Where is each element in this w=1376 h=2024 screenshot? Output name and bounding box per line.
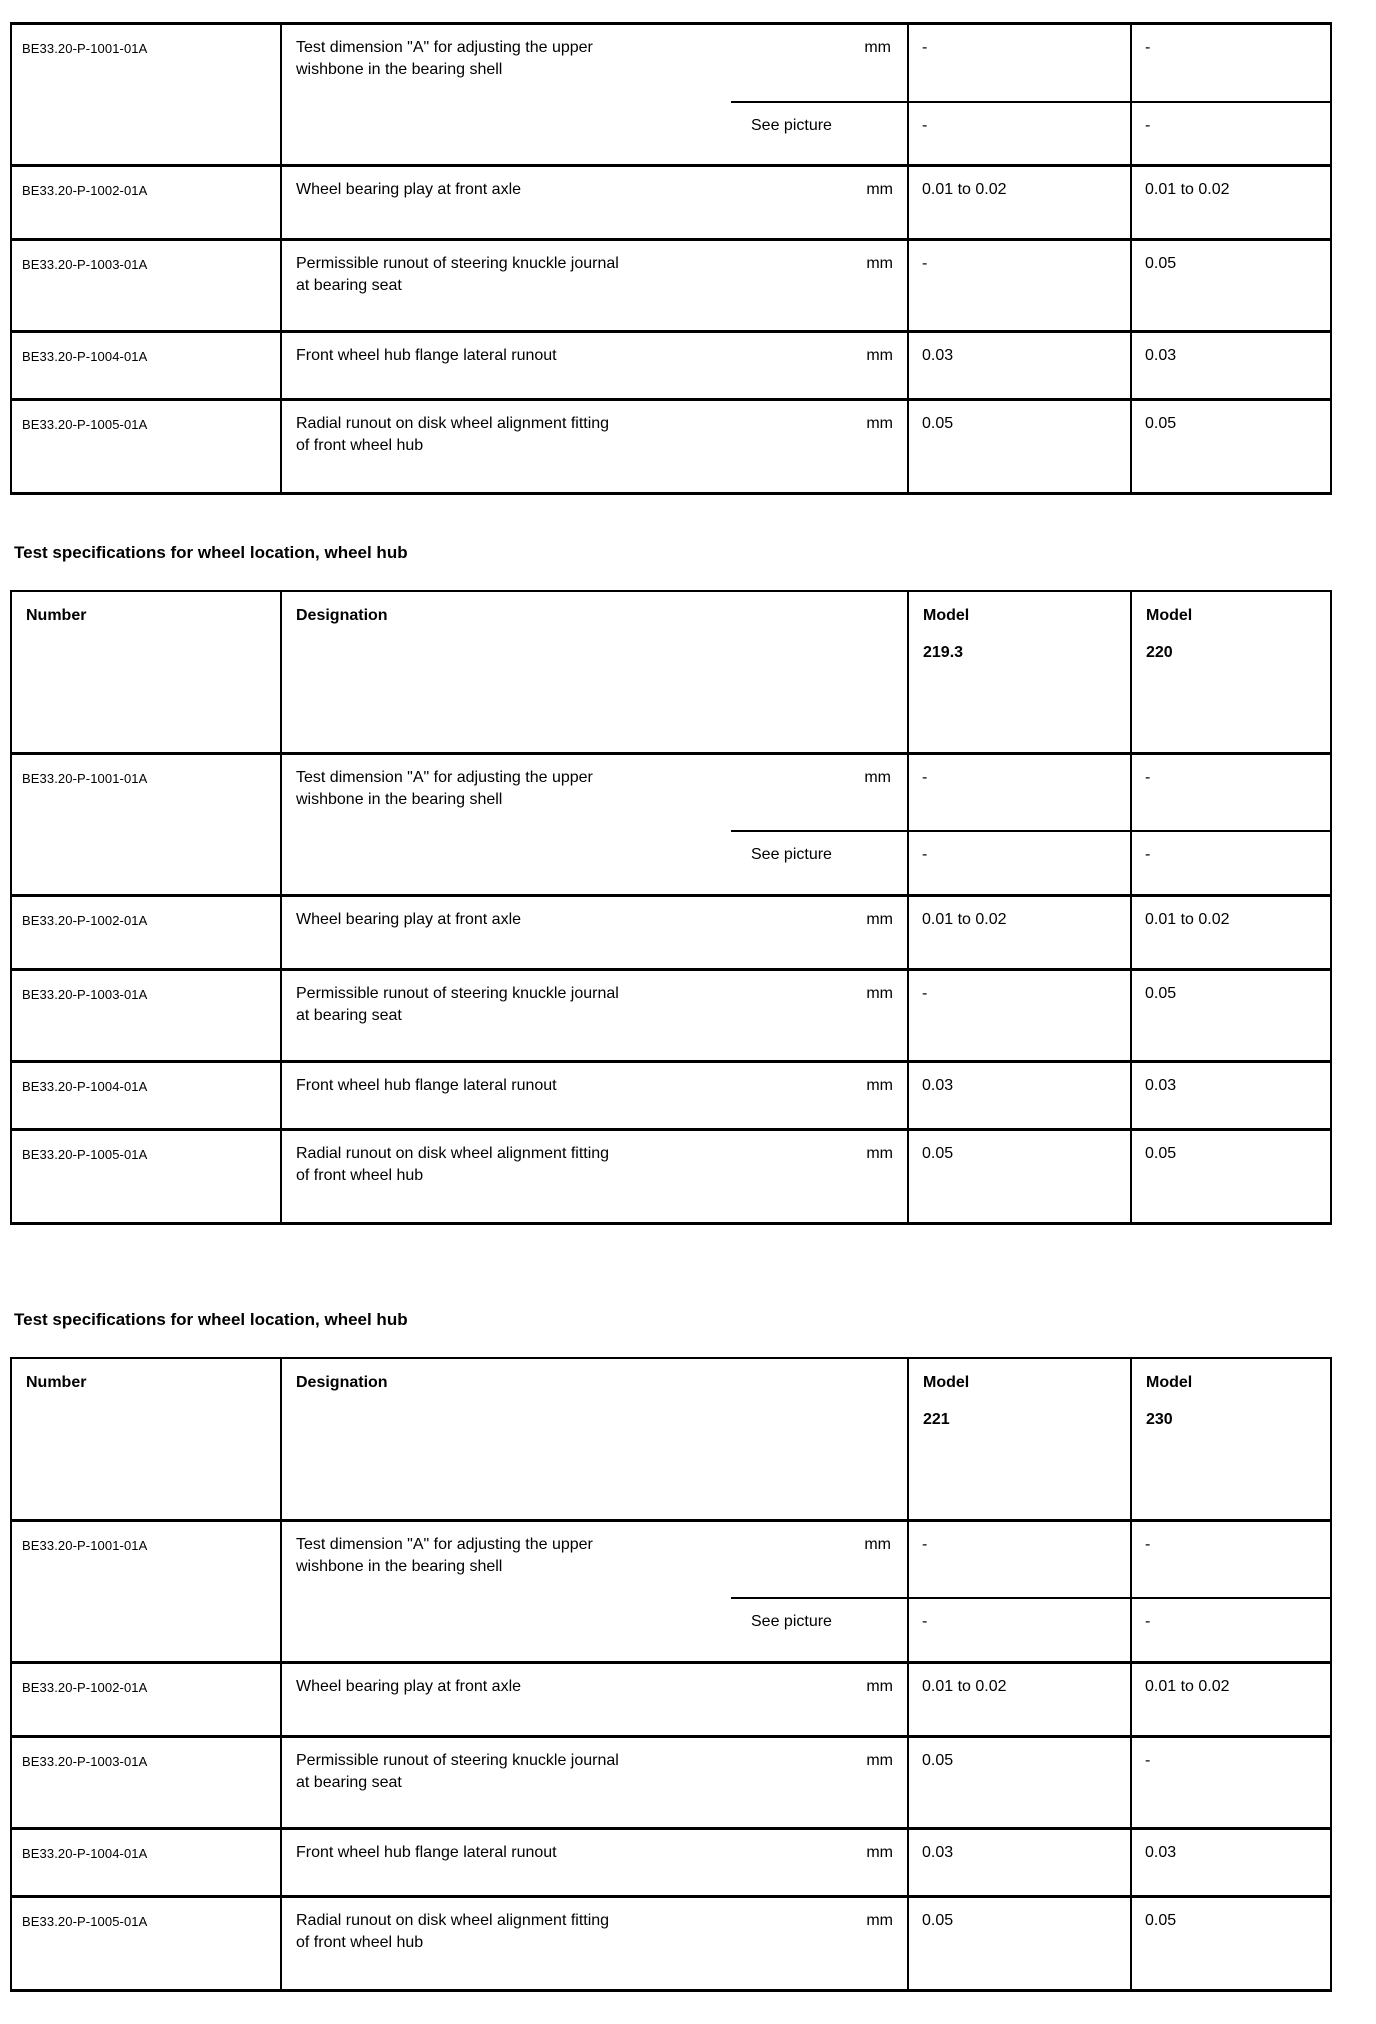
see-picture-cell: See picture xyxy=(731,1598,908,1662)
model-value-cell: 0.03 xyxy=(908,332,1131,400)
designation-text: Permissible runout of steering knuckle journal at bearing seat xyxy=(296,984,619,1025)
table-row xyxy=(11,1061,1331,1129)
unit-label: mm xyxy=(866,1076,893,1094)
model-value-cell: 0.03 xyxy=(908,1828,1131,1896)
table-row xyxy=(11,1662,1331,1736)
designation-cell xyxy=(281,969,908,1061)
unit-label: mm xyxy=(866,255,893,272)
spec-table-continuation xyxy=(10,22,1332,495)
number-cell: BE33.20-P-1004-01A xyxy=(11,1061,281,1129)
model-value-cell: - xyxy=(1131,1598,1331,1662)
designation-cell xyxy=(281,332,908,400)
section-heading: Test specifications for wheel location, wheel hub xyxy=(14,543,408,562)
unit-label: mm xyxy=(866,984,893,1002)
model-value-cell: 0.05 xyxy=(1131,1129,1331,1223)
table-row xyxy=(11,24,1331,102)
model-label: Model xyxy=(1146,1374,1193,1392)
table-row xyxy=(11,895,1331,969)
model-value-cell: 0.05 xyxy=(908,1896,1131,1990)
table-row xyxy=(11,1896,1331,1990)
number-cell: BE33.20-P-1004-01A xyxy=(11,1828,281,1896)
designation-text: Radial runout on disk wheel alignment fitting of front wheel hub xyxy=(296,1911,610,1952)
model-value-cell: 0.03 xyxy=(1131,1061,1331,1129)
model-value-cell: - xyxy=(1131,831,1331,895)
designation-cell xyxy=(281,1896,908,1990)
model-value-cell: 0.05 xyxy=(908,1129,1131,1223)
designation-cell xyxy=(281,1736,908,1828)
column-header-number: Number xyxy=(11,591,281,753)
table-row xyxy=(11,332,1331,400)
table-row xyxy=(11,1129,1331,1223)
model-value-cell: 0.05 xyxy=(908,400,1131,494)
spec-table-models-221-230 xyxy=(10,1357,1332,1992)
model-label: Model xyxy=(923,1374,970,1392)
table-row xyxy=(11,1520,1331,1598)
model-value-cell: - xyxy=(1131,102,1331,166)
header-row xyxy=(11,591,1331,753)
unit-label: mm xyxy=(866,1144,893,1162)
model-code: 220 xyxy=(1146,643,1173,661)
model-value-cell: - xyxy=(908,969,1131,1061)
model-value-cell: - xyxy=(908,240,1131,332)
model-value-cell: - xyxy=(908,1520,1131,1598)
designation-text: Test dimension "A" for adjusting the upper wishbone in the bearing shell xyxy=(296,39,593,79)
table-row xyxy=(11,400,1331,494)
designation-cell xyxy=(281,1129,908,1223)
designation-cell xyxy=(281,1828,908,1896)
number-cell: BE33.20-P-1002-01A xyxy=(11,895,281,969)
column-header-designation: Designation xyxy=(281,591,908,753)
model-code: 221 xyxy=(923,1410,950,1428)
column-header-model-2 xyxy=(1131,591,1331,753)
model-value-cell: 0.03 xyxy=(1131,332,1331,400)
model-value-cell: 0.01 to 0.02 xyxy=(1131,895,1331,969)
unit-label: mm xyxy=(866,1677,893,1695)
model-value-cell: 0.05 xyxy=(1131,240,1331,332)
model-value-cell: 0.01 to 0.02 xyxy=(908,1662,1131,1736)
designation-cell xyxy=(281,1662,908,1736)
model-value-cell: 0.01 to 0.02 xyxy=(908,166,1131,240)
designation-text: Front wheel hub flange lateral runout xyxy=(296,1843,557,1861)
model-value-cell: 0.01 to 0.02 xyxy=(1131,1662,1331,1736)
designation-cell xyxy=(281,24,731,166)
number-cell: BE33.20-P-1004-01A xyxy=(11,332,281,400)
number-cell: BE33.20-P-1001-01A xyxy=(11,753,281,895)
designation-text: Wheel bearing play at front axle xyxy=(296,1677,522,1695)
see-picture-cell: See picture xyxy=(731,831,908,895)
table-row xyxy=(11,166,1331,240)
designation-text: Front wheel hub flange lateral runout xyxy=(296,347,557,364)
model-value-cell: 0.05 xyxy=(1131,969,1331,1061)
model-code: 230 xyxy=(1146,1410,1173,1428)
column-header-model-1 xyxy=(908,591,1131,753)
number-cell: BE33.20-P-1002-01A xyxy=(11,1662,281,1736)
column-header-model-1 xyxy=(908,1358,1131,1520)
number-cell: BE33.20-P-1005-01A xyxy=(11,1896,281,1990)
number-cell: BE33.20-P-1002-01A xyxy=(11,166,281,240)
designation-cell xyxy=(281,1520,731,1662)
table-row xyxy=(11,240,1331,332)
column-header-designation: Designation xyxy=(281,1358,908,1520)
model-code: 219.3 xyxy=(923,643,964,661)
header-row xyxy=(11,1358,1331,1520)
model-value-cell: 0.03 xyxy=(1131,1828,1331,1896)
designation-cell xyxy=(281,753,731,895)
number-cell: BE33.20-P-1003-01A xyxy=(11,1736,281,1828)
table-row xyxy=(11,969,1331,1061)
unit-cell: mm xyxy=(731,24,908,102)
section-heading: Test specifications for wheel location, wheel hub xyxy=(14,1309,408,1329)
model-label: Model xyxy=(1146,607,1193,625)
model-value-cell: 0.05 xyxy=(908,1736,1131,1828)
see-picture-cell: See picture xyxy=(731,102,908,166)
model-value-cell: - xyxy=(1131,24,1331,102)
model-value-cell: - xyxy=(908,831,1131,895)
unit-cell: mm xyxy=(731,1520,908,1598)
column-header-model-2 xyxy=(1131,1358,1331,1520)
unit-cell: mm xyxy=(731,753,908,831)
table-row xyxy=(11,753,1331,831)
model-value-cell: - xyxy=(1131,1736,1331,1828)
column-header-number: Number xyxy=(11,1358,281,1520)
designation-cell xyxy=(281,166,908,240)
model-value-cell: 0.05 xyxy=(1131,400,1331,494)
designation-text: Test dimension "A" for adjusting the upper wishbone in the bearing shell xyxy=(296,768,593,809)
model-value-cell: 0.01 to 0.02 xyxy=(908,895,1131,969)
model-value-cell: - xyxy=(908,102,1131,166)
model-value-cell: - xyxy=(908,753,1131,831)
unit-label: mm xyxy=(866,910,893,928)
designation-text: Radial runout on disk wheel alignment fitting of front wheel hub xyxy=(296,415,610,455)
model-value-cell: 0.01 to 0.02 xyxy=(1131,166,1331,240)
designation-cell xyxy=(281,895,908,969)
unit-label: mm xyxy=(866,1911,893,1929)
designation-text: Radial runout on disk wheel alignment fitting of front wheel hub xyxy=(296,1144,610,1185)
designation-cell xyxy=(281,240,908,332)
model-value-cell: - xyxy=(1131,1520,1331,1598)
number-cell: BE33.20-P-1003-01A xyxy=(11,969,281,1061)
designation-cell xyxy=(281,400,908,494)
designation-text: Wheel bearing play at front axle xyxy=(296,910,522,928)
number-cell: BE33.20-P-1005-01A xyxy=(11,1129,281,1223)
number-cell: BE33.20-P-1001-01A xyxy=(11,1520,281,1662)
model-label: Model xyxy=(923,607,970,625)
unit-label: mm xyxy=(866,347,893,364)
number-cell: BE33.20-P-1005-01A xyxy=(11,400,281,494)
designation-text: Permissible runout of steering knuckle journal at bearing seat xyxy=(296,255,619,295)
designation-text: Test dimension "A" for adjusting the upper wishbone in the bearing shell xyxy=(296,1535,593,1576)
unit-label: mm xyxy=(866,181,893,198)
model-value-cell: - xyxy=(1131,753,1331,831)
model-value-cell: - xyxy=(908,24,1131,102)
designation-text: Front wheel hub flange lateral runout xyxy=(296,1076,557,1094)
unit-label: mm xyxy=(866,1843,893,1861)
number-cell: BE33.20-P-1001-01A xyxy=(11,24,281,166)
spec-table-models-219-220 xyxy=(10,590,1332,1225)
designation-text: Permissible runout of steering knuckle journal at bearing seat xyxy=(296,1751,619,1792)
model-value-cell: - xyxy=(908,1598,1131,1662)
designation-cell xyxy=(281,1061,908,1129)
designation-text: Wheel bearing play at front axle xyxy=(296,181,522,198)
table-row xyxy=(11,1828,1331,1896)
number-cell: BE33.20-P-1003-01A xyxy=(11,240,281,332)
unit-label: mm xyxy=(866,415,893,432)
table-row xyxy=(11,1736,1331,1828)
model-value-cell: 0.03 xyxy=(908,1061,1131,1129)
unit-label: mm xyxy=(866,1751,893,1769)
model-value-cell: 0.05 xyxy=(1131,1896,1331,1990)
